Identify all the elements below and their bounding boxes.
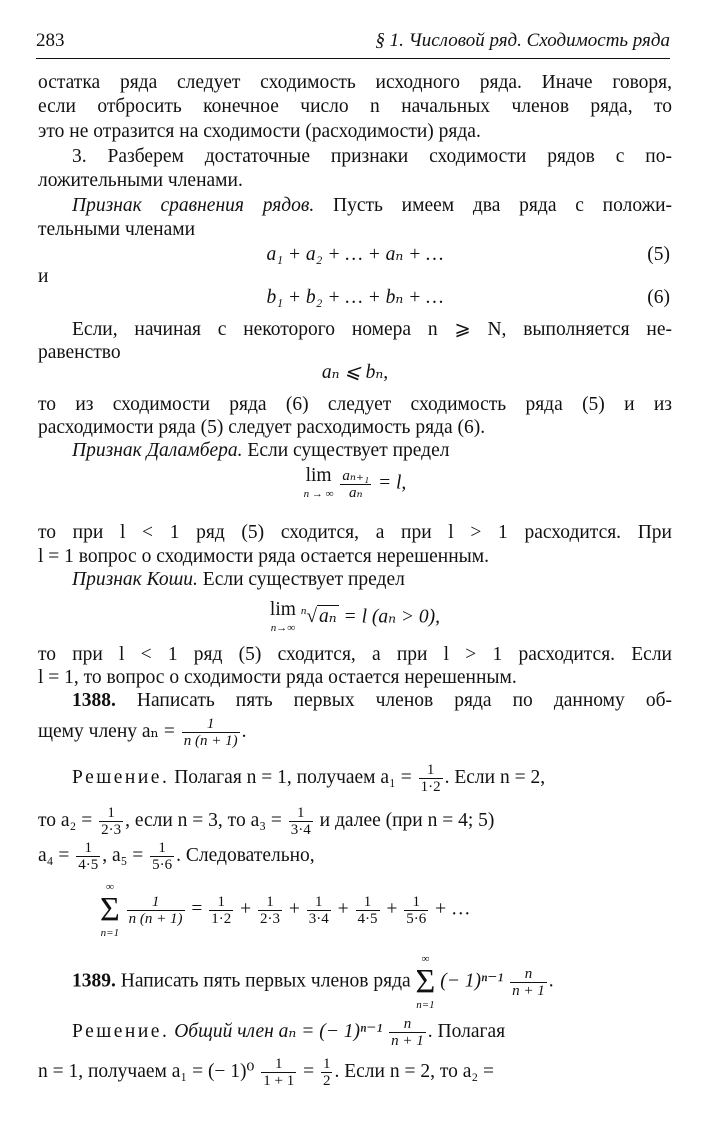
cauchy-test-heading: Признак Коши.: [72, 569, 198, 590]
limit-subscript: n→∞: [270, 622, 296, 634]
sigma-sign: Σ: [100, 891, 120, 928]
fraction: [356, 894, 380, 927]
numerator: 1: [426, 762, 435, 778]
text-line: расходимости ряда (5) следует расходимость ряда (6).: [38, 417, 486, 438]
solution-label: Решение.: [72, 1020, 170, 1042]
denominator: 3·4: [290, 822, 311, 838]
fraction: [389, 1016, 426, 1049]
fraction: [419, 762, 443, 795]
general-term-line: [38, 716, 672, 749]
text-run: . Следовательно,: [176, 844, 315, 866]
fraction: [127, 894, 185, 927]
numerator: 1: [206, 716, 215, 732]
denominator: aₙ: [340, 484, 371, 501]
summation: [100, 880, 120, 940]
solution-label: Решение.: [72, 766, 170, 788]
text-run: a₄ =: [38, 844, 70, 866]
limit-rhs: = l (aₙ > 0),: [343, 606, 441, 628]
inequality: aₙ ⩽ bₙ,: [321, 362, 389, 383]
fraction: [289, 805, 313, 838]
text-line: тельными членами: [38, 219, 196, 240]
comparison-test-line: [72, 195, 672, 217]
numerator: 1: [297, 805, 305, 821]
problem-1388-line: [72, 690, 672, 712]
solution-terms-line: [38, 805, 672, 838]
numerator: 1: [151, 893, 160, 910]
equals-sign: =: [191, 898, 203, 920]
numerator: aₙ₊₁: [342, 467, 370, 484]
cauchy-limit: [38, 600, 672, 636]
sum-upper-limit: ∞: [421, 953, 430, 965]
text-run: n = 1, получаем a₁ = (− 1)⁰: [38, 1060, 255, 1082]
nth-root: [301, 601, 339, 627]
fraction: [261, 1056, 296, 1089]
text-line: то при l < 1 ряд (5) сходится, а при l > 1 расходится. При: [38, 522, 672, 543]
plus-sign: +: [288, 898, 300, 920]
text-run: Пусть имеем два ряда с положи-: [314, 195, 672, 216]
text-run: Если существует предел: [242, 440, 450, 461]
fraction: [150, 840, 174, 873]
text-run: то a₂ =: [38, 809, 93, 831]
text-line: ложительными членами.: [38, 170, 243, 191]
fraction: [510, 966, 547, 999]
denominator: n + 1: [512, 982, 545, 999]
text-line: l = 1, то вопрос о сходимости ряда остается нерешенным.: [38, 667, 517, 688]
text-run: . Если n = 2,: [444, 766, 546, 788]
text-run: Если существует предел: [197, 569, 405, 590]
fraction: [258, 894, 282, 927]
text-line: и: [38, 266, 49, 287]
numerator: 1: [322, 1056, 331, 1072]
text-line: если отбросить конечное число n начальных членов ряда, то: [38, 96, 672, 117]
denominator: 2: [322, 1073, 331, 1089]
text-run: , если n = 3, то a₃ =: [125, 809, 282, 831]
numerator: 1: [84, 840, 92, 856]
text-run: .: [548, 970, 554, 992]
limit-operator: [304, 466, 334, 502]
numerator: 1: [158, 840, 166, 856]
dalembert-test-heading: Признак Даламбера.: [72, 440, 243, 461]
problem-1389-line: [72, 952, 672, 1012]
text-run: . Полагая: [427, 1020, 506, 1042]
fraction: [76, 840, 100, 873]
denominator: 3·4: [308, 910, 329, 927]
radicand: aₙ: [319, 606, 337, 628]
page-number: 283: [36, 30, 65, 51]
text-run: Полагая n = 1, получаем a₁ =: [169, 766, 412, 788]
comparison-test-heading: Признак сравнения рядов.: [72, 195, 315, 216]
summation: [416, 952, 436, 1012]
text-run: . Если n = 2, то a₂ =: [334, 1060, 495, 1082]
equation-5: a₁ + a₂ + … + aₙ + …: [266, 244, 444, 265]
numerator: 1: [412, 893, 421, 910]
denominator: 1 + 1: [263, 1073, 295, 1089]
sum-lower-limit: n=1: [416, 999, 435, 1011]
numerator: n: [524, 965, 533, 982]
sign-factor: (− 1)ⁿ⁻¹: [440, 970, 504, 992]
numerator: 1: [315, 893, 323, 910]
denominator: n (n + 1): [183, 733, 238, 749]
problem-number: 1388.: [72, 690, 116, 711]
denominator: 5·6: [152, 857, 173, 873]
numerator: 1: [217, 893, 226, 910]
denominator: n + 1: [391, 1033, 424, 1049]
problem-number: 1389.: [72, 970, 116, 992]
text-line: Если, начиная с некоторого номера n ⩾ N, выполняется не-: [72, 319, 672, 340]
numerator: 1: [363, 893, 372, 910]
sigma-sign: Σ: [415, 963, 436, 1000]
denominator: 2·3: [260, 910, 281, 927]
plus-sign: +: [240, 898, 252, 920]
running-title: § 1. Числовой ряд. Сходимость ряда: [375, 30, 670, 51]
text-run: .: [241, 720, 247, 742]
text-run: , a₅ =: [102, 844, 144, 866]
text-line: то из сходимости ряда (6) следует сходимость ряда (5) и из: [38, 394, 672, 415]
text-run: =: [298, 1060, 315, 1082]
denominator: n (n + 1): [128, 910, 183, 927]
numerator: n: [403, 1016, 412, 1032]
radical-sign: √: [306, 606, 318, 628]
text-line: равенство: [38, 342, 121, 363]
fraction: [321, 1056, 333, 1089]
text-line: это не отразится на сходимости (расходимости) ряда.: [38, 121, 481, 142]
equation-6-tag: (6): [647, 287, 670, 308]
dalembert-limit: [38, 466, 672, 502]
fraction: [99, 805, 123, 838]
fraction: [340, 468, 371, 501]
fraction: [182, 716, 240, 749]
fraction: [307, 894, 331, 927]
limit-word: lim: [305, 465, 332, 486]
denominator: 4·5: [357, 910, 378, 927]
text-run: щему члену aₙ =: [38, 720, 175, 742]
ellipsis: + …: [435, 898, 471, 920]
series-sum-equation: [100, 880, 660, 940]
running-header: [36, 30, 670, 56]
denominator: 1·2: [420, 779, 441, 795]
fraction: [209, 894, 233, 927]
text-line: 3. Разберем достаточные признаки сходимости рядов с по-: [72, 146, 672, 167]
root-index: n: [300, 605, 307, 618]
plus-sign: +: [386, 898, 398, 920]
denominator: 4·5: [78, 857, 99, 873]
denominator: 1·2: [211, 910, 232, 927]
denominator: 2·3: [101, 822, 122, 838]
solution-1388-line: [72, 762, 672, 795]
solution-1389-line: [72, 1016, 672, 1049]
solution-terms-line: [38, 840, 672, 873]
header-rule: [36, 58, 670, 59]
numerator: 1: [266, 893, 274, 910]
text-line: остатка ряда следует сходимость исходного ряда. Иначе говоря,: [38, 72, 672, 93]
text-run: Написать пять первых членов ряда: [115, 970, 411, 992]
dalembert-test-line: [72, 440, 672, 462]
fraction: [404, 894, 428, 927]
equation-6: b₁ + b₂ + … + bₙ + …: [266, 287, 444, 308]
sum-upper-limit: ∞: [105, 881, 114, 893]
limit-word: lim: [269, 599, 296, 620]
limit-subscript: n → ∞: [303, 488, 334, 500]
numerator: 1: [107, 805, 115, 821]
plus-sign: +: [337, 898, 349, 920]
solution-1389-terms: [38, 1056, 672, 1089]
text-run: Написать пять первых членов ряда по данному об-: [115, 690, 672, 711]
equation-5-tag: (5): [647, 244, 670, 265]
limit-operator: [270, 600, 296, 636]
text-run: и далее (при n = 4; 5): [314, 809, 495, 831]
limit-rhs: = l,: [377, 472, 407, 494]
cauchy-test-line: [72, 569, 672, 591]
denominator: 5·6: [406, 910, 427, 927]
text-line: l = 1 вопрос о сходимости ряда остается нерешенным.: [38, 546, 489, 567]
numerator: 1: [274, 1056, 283, 1072]
text-line: то при l < 1 ряд (5) сходится, а при l > 1 расходится. Если: [38, 644, 672, 665]
text-run: Общий член aₙ = (− 1)ⁿ⁻¹: [169, 1020, 383, 1042]
sum-lower-limit: n=1: [100, 927, 120, 939]
